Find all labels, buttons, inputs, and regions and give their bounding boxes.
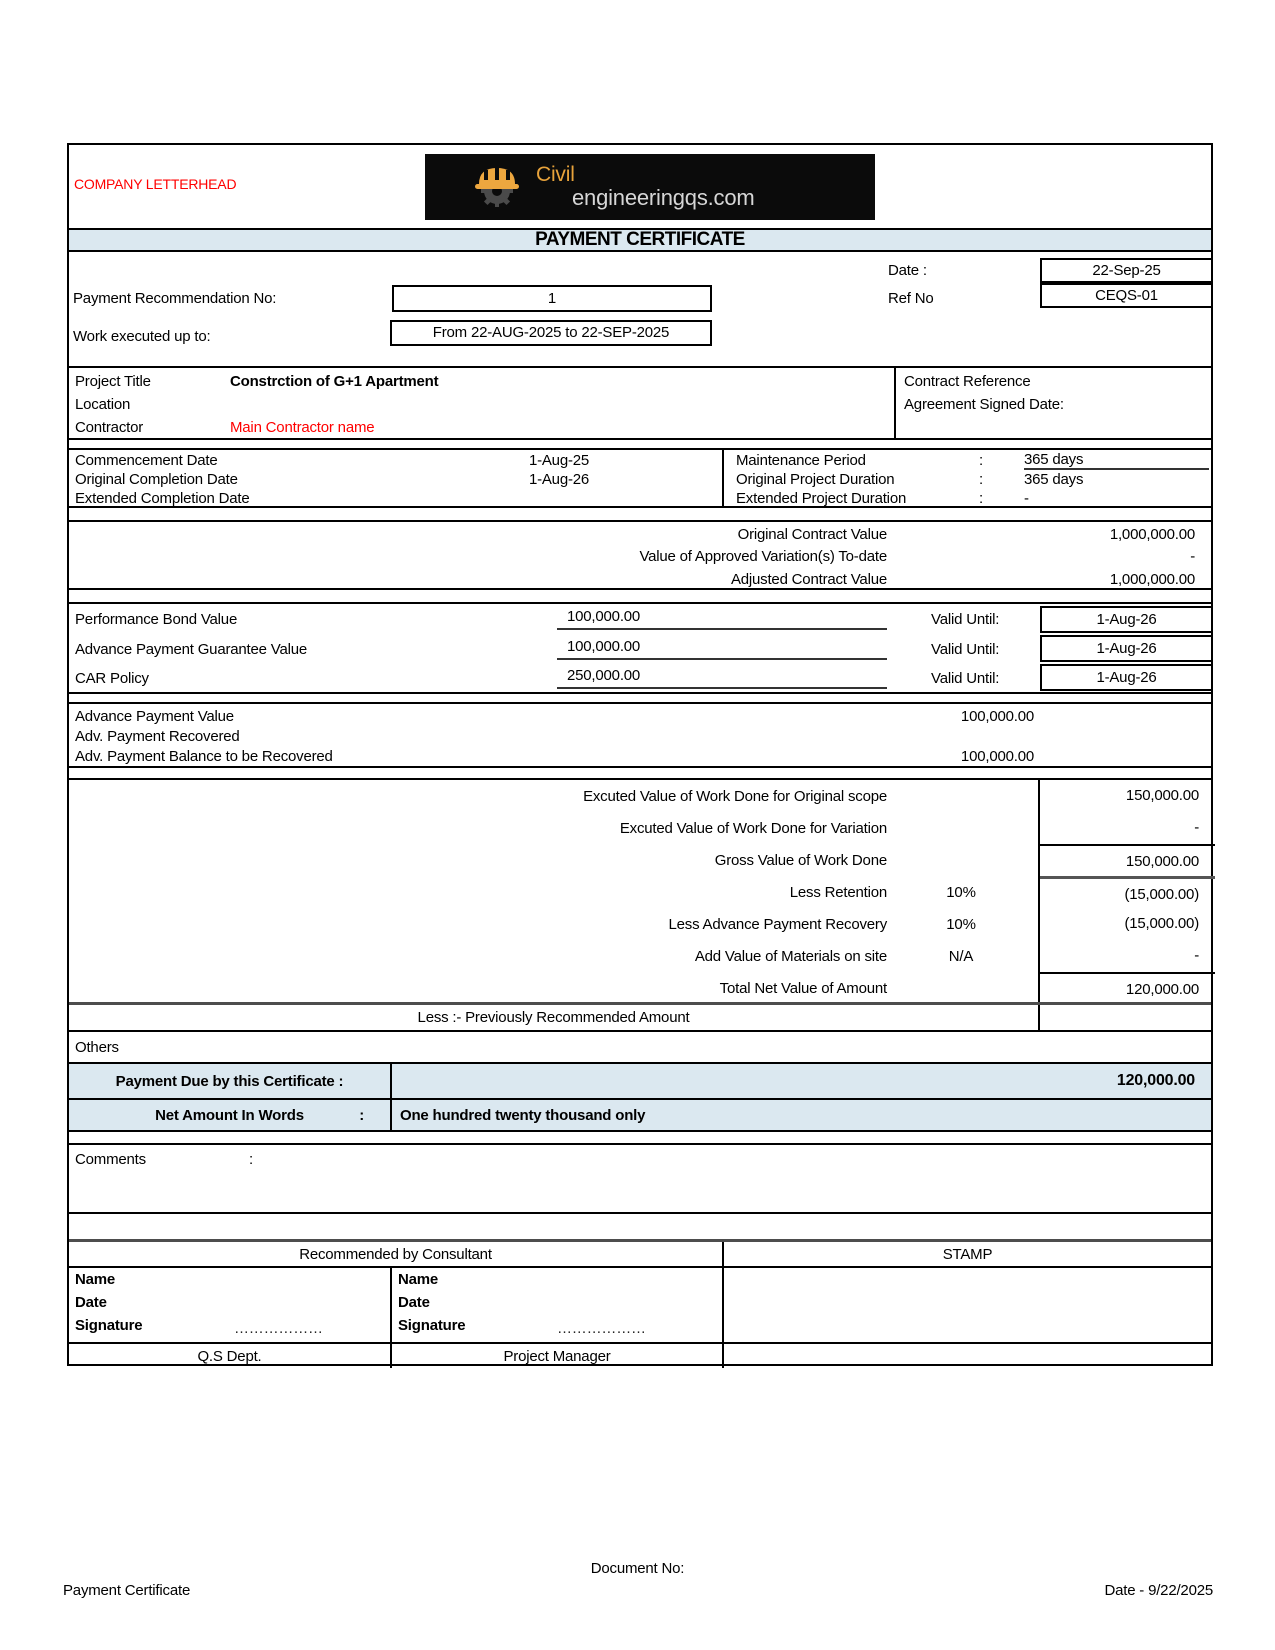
payment-recommendation-label: Payment Recommendation No: [73, 290, 277, 307]
signature-body [69, 1268, 1211, 1342]
materials-value: - [1194, 947, 1199, 964]
name-label: Name [75, 1271, 116, 1288]
recovery-value: (15,000.00) [1124, 915, 1199, 932]
date-label: Date : [888, 262, 927, 279]
comments-label: Comments [75, 1151, 146, 1168]
car-policy-label: CAR Policy [75, 670, 149, 687]
adjusted-contract-value: 1,000,000.00 [1109, 571, 1195, 588]
recovery-pct: 10% [946, 915, 976, 933]
letterhead-section [69, 145, 1211, 228]
work-executed-value-box: From 22-AUG-2025 to 22-SEP-2025 [390, 320, 712, 346]
company-letterhead-text: COMPANY LETTERHEAD [74, 176, 237, 192]
car-policy-valid-box: 1-Aug-26 [1040, 664, 1213, 691]
divider [1038, 1005, 1040, 1030]
contract-value-row [69, 526, 1211, 543]
advance-payment-value-label: Advance Payment Value [75, 708, 234, 725]
stamp-footer-cell [724, 1344, 1211, 1368]
recommended-by-consultant-header: Recommended by Consultant [69, 1242, 724, 1266]
spacer [69, 508, 1211, 520]
maintenance-period-label: Maintenance Period [736, 452, 866, 469]
page-title: PAYMENT CERTIFICATE [535, 229, 745, 250]
original-contract-value-label: Original Contract Value [737, 526, 887, 543]
maintenance-period-value: 365 days [1024, 451, 1209, 470]
pm-signature-cell [392, 1268, 724, 1342]
valid-until-label: Valid Until: [931, 670, 1000, 687]
footer-date: Date - 9/22/2025 [1104, 1582, 1213, 1599]
signature-footer-row [69, 1342, 1211, 1368]
project-manager-label: Project Manager [392, 1344, 724, 1368]
dates-right-cell [722, 450, 1211, 506]
colon: : [979, 452, 983, 469]
contract-value-row [69, 571, 1211, 588]
retention-pct: 10% [946, 883, 976, 901]
others-label: Others [75, 1038, 119, 1056]
performance-bond-value: 100,000.00 [557, 608, 887, 630]
signature-header-row [69, 1242, 1211, 1268]
performance-bond-valid-box: 1-Aug-26 [1040, 606, 1213, 633]
colon: : [359, 1106, 364, 1124]
approved-variation-label: Value of Approved Variation(s) To-date [639, 548, 887, 565]
logo-wordmark [536, 164, 755, 209]
certificate-document [67, 143, 1213, 1366]
dates-section [69, 448, 1211, 508]
work-executed-label: Work executed up to: [73, 328, 211, 345]
contractor-label: Contractor [75, 419, 144, 436]
net-words-value: One hundred twenty thousand only [400, 1106, 646, 1124]
spacer [69, 694, 1211, 702]
ref-no-value-box: CEQS-01 [1040, 283, 1213, 308]
project-left-cell [69, 368, 894, 438]
total-net-value-label: Total Net Value of Amount [719, 979, 887, 997]
colon: : [979, 490, 983, 507]
contract-reference-label: Contract Reference [904, 373, 1031, 390]
less-advance-recovery-label: Less Advance Payment Recovery [668, 915, 887, 933]
advance-payment-value: 100,000.00 [960, 708, 1034, 725]
logo-brand-top: Civil [536, 163, 575, 187]
comments-section [69, 1143, 1211, 1214]
advance-guarantee-label: Advance Payment Guarantee Value [75, 641, 308, 658]
title-bar [69, 228, 1211, 252]
spacer [69, 590, 1211, 602]
valid-until-label: Valid Until: [931, 641, 1000, 658]
advance-payment-section [69, 702, 1211, 768]
dates-left-cell [69, 450, 722, 506]
payment-recommendation-value-box: 1 [392, 285, 712, 312]
agreement-signed-date-label: Agreement Signed Date: [904, 396, 1064, 413]
advance-balance-value: 100,000.00 [960, 748, 1034, 765]
work-values-column [1038, 780, 1215, 1004]
signature-label: Signature [75, 1317, 143, 1334]
contractor-value: Main Contractor name [230, 419, 375, 436]
advance-recovered-label: Adv. Payment Recovered [75, 728, 240, 745]
signature-dotted-line: ……………… [234, 1320, 323, 1337]
location-label: Location [75, 396, 131, 413]
less-previous-section [69, 1002, 1211, 1032]
spacer [69, 440, 1211, 448]
original-completion-value: 1-Aug-26 [528, 471, 590, 488]
commencement-date-label: Commencement Date [75, 452, 218, 469]
empty-row [69, 1214, 1211, 1242]
payment-due-row [69, 1064, 1211, 1100]
ref-no-label: Ref No [888, 290, 934, 307]
gross-value: 150,000.00 [1040, 844, 1215, 876]
original-contract-value: 1,000,000.00 [1109, 526, 1195, 543]
stamp-header: STAMP [942, 1245, 993, 1263]
payment-due-label: Payment Due by this Certificate : [69, 1064, 392, 1098]
qs-signature-cell [69, 1268, 392, 1342]
others-section [69, 1032, 1211, 1064]
retention-value: (15,000.00) [1040, 876, 1215, 908]
bonds-section [69, 602, 1211, 694]
contract-value-row [69, 548, 1211, 565]
project-title-value: Constrction of G+1 Apartment [230, 373, 439, 390]
extended-completion-label: Extended Completion Date [75, 490, 250, 507]
colon: : [249, 1151, 253, 1168]
project-section [69, 366, 1211, 440]
contract-values-section [69, 520, 1211, 590]
work-original-scope-label: Excuted Value of Work Done for Original scope [583, 787, 887, 805]
performance-bond-label: Performance Bond Value [75, 611, 238, 628]
less-previous-label: Less :- Previously Recommended Amount [417, 1009, 690, 1026]
extended-duration-value: - [1024, 490, 1029, 507]
work-variation-value: - [1194, 819, 1199, 836]
advance-guarantee-value: 100,000.00 [557, 638, 887, 660]
document-no-label: Document No: [590, 1560, 685, 1577]
original-duration-value: 365 days [1024, 471, 1084, 488]
adjusted-contract-value-label: Adjusted Contract Value [730, 571, 887, 588]
logo-banner [425, 154, 875, 220]
approved-variation-value: - [1190, 548, 1195, 565]
logo-brand-bottom: engineeringqs.com [572, 185, 755, 211]
original-duration-label: Original Project Duration [736, 471, 895, 488]
gross-value-label: Gross Value of Work Done [714, 851, 887, 869]
project-title-label: Project Title [75, 373, 151, 390]
date-value-box: 22-Sep-25 [1040, 258, 1213, 283]
spacer [69, 1132, 1211, 1143]
car-policy-value: 250,000.00 [557, 667, 887, 689]
date-label: Date [398, 1294, 430, 1311]
stamp-area [724, 1268, 1211, 1342]
total-net-value: 120,000.00 [1040, 972, 1215, 1004]
original-completion-label: Original Completion Date [75, 471, 238, 488]
advance-balance-label: Adv. Payment Balance to be Recovered [75, 748, 333, 765]
less-retention-label: Less Retention [789, 883, 887, 901]
materials-on-site-label: Add Value of Materials on site [694, 947, 887, 965]
work-done-section [69, 778, 1211, 1002]
colon: : [979, 471, 983, 488]
materials-pct: N/A [948, 947, 974, 965]
net-words-row [69, 1100, 1211, 1132]
signature-label: Signature [398, 1317, 466, 1334]
work-variation-label: Excuted Value of Work Done for Variation [619, 819, 887, 837]
valid-until-label: Valid Until: [931, 611, 1000, 628]
logo-gear-helmet-icon [470, 158, 524, 216]
date-label: Date [75, 1294, 107, 1311]
work-original-scope-value: 150,000.00 [1125, 787, 1199, 804]
commencement-date-value: 1-Aug-25 [528, 452, 590, 469]
advance-guarantee-valid-box: 1-Aug-26 [1040, 635, 1213, 662]
spacer [69, 768, 1211, 778]
footer-title: Payment Certificate [63, 1582, 191, 1599]
project-right-cell [894, 368, 1211, 438]
qs-dept-label: Q.S Dept. [69, 1344, 392, 1368]
signature-dotted-line: ……………… [557, 1320, 646, 1337]
net-words-label: Net Amount In Words [155, 1106, 304, 1124]
net-words-label-cell [69, 1100, 392, 1130]
header-info-section [69, 252, 1211, 366]
extended-duration-label: Extended Project Duration [736, 490, 907, 507]
name-label: Name [398, 1271, 439, 1288]
payment-due-value: 120,000.00 [1116, 1072, 1195, 1089]
